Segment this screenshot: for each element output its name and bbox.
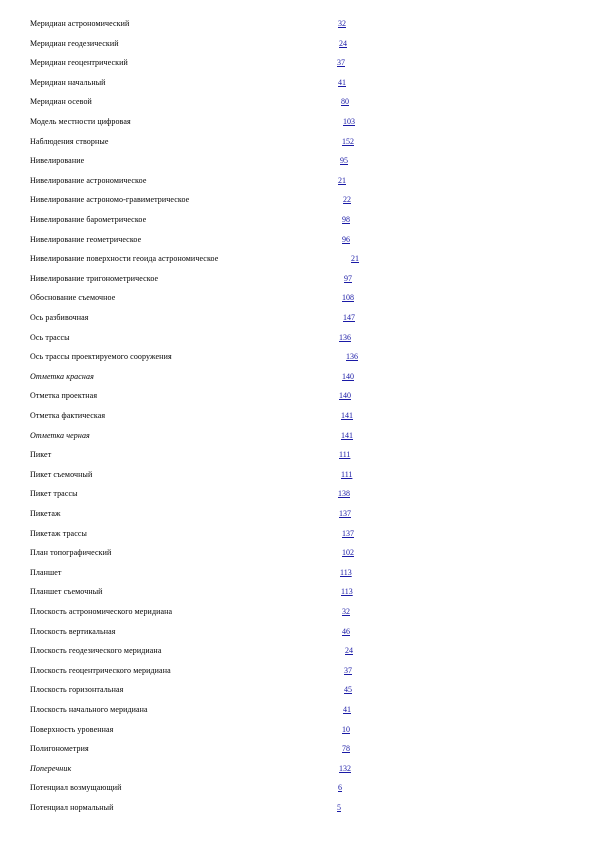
page-number-link[interactable]: 102 xyxy=(342,548,354,558)
index-entry xyxy=(0,563,595,583)
index-term: Меридиан геодезический xyxy=(30,38,119,48)
page-number-link[interactable]: 37 xyxy=(337,58,345,68)
page-number-link[interactable]: 103 xyxy=(343,117,355,126)
index-entry xyxy=(0,524,595,544)
index-term: План топографический xyxy=(30,548,112,558)
index-term: Ось разбивочная xyxy=(30,313,89,322)
page-number-link[interactable]: 22 xyxy=(343,195,351,205)
page-number-link[interactable]: 32 xyxy=(342,607,350,616)
page-number-link[interactable]: 111 xyxy=(341,469,353,479)
index-term: Поверхность уровенная xyxy=(30,724,114,734)
page-number-link[interactable]: 21 xyxy=(351,254,359,264)
page-number-link[interactable]: 37 xyxy=(344,665,352,675)
index-term: Нивелирование астрономо-гравиметрическое xyxy=(30,195,190,205)
index-term: Плоскость начального меридиана xyxy=(30,705,148,714)
page-number-link[interactable]: 141 xyxy=(341,430,353,440)
page-number-link[interactable]: 6 xyxy=(338,783,342,793)
index-entry xyxy=(0,622,595,642)
index-entry xyxy=(0,151,595,171)
index-term: Ось трассы xyxy=(30,332,70,342)
page-number-link[interactable]: 108 xyxy=(342,293,354,303)
index-entry xyxy=(0,269,595,289)
index-entry xyxy=(0,504,595,524)
index-entry xyxy=(0,445,595,465)
page-number-link[interactable]: 147 xyxy=(343,313,355,322)
index-entry xyxy=(0,210,595,230)
page-number-link[interactable]: 140 xyxy=(339,391,351,401)
page-number-link[interactable]: 95 xyxy=(340,156,348,166)
index-term: Меридиан геоцентрический xyxy=(30,58,128,68)
page-number-link[interactable]: 111 xyxy=(339,450,351,460)
page-number-link[interactable]: 136 xyxy=(339,332,351,342)
page-number-link[interactable]: 45 xyxy=(344,685,352,695)
index-entry xyxy=(0,406,595,426)
page-number-link[interactable]: 24 xyxy=(345,646,353,656)
index-entry xyxy=(0,328,595,348)
index-term: Обоснование съемочное xyxy=(30,293,116,303)
page-number-link[interactable]: 41 xyxy=(338,77,346,87)
index-entry xyxy=(0,53,595,73)
index-entry xyxy=(0,465,595,485)
index-entry xyxy=(0,308,595,328)
index-term: Пикет xyxy=(30,450,52,460)
page-number-link[interactable]: 98 xyxy=(342,215,350,224)
index-term: Плоскость горизонтальная xyxy=(30,685,124,695)
index-term: Нивелирование поверхности геоида астрономическое xyxy=(30,254,219,264)
index-entry xyxy=(0,582,595,602)
index-entry xyxy=(0,14,595,34)
index-entry xyxy=(0,778,595,798)
index-term: Планшет съемочный xyxy=(30,587,103,597)
index-term: Пикет съемочный xyxy=(30,469,93,479)
index-term: Меридиан астрономический xyxy=(30,19,130,28)
index-term: Пикетаж трассы xyxy=(30,528,87,538)
index-entry xyxy=(0,661,595,681)
index-entry xyxy=(0,641,595,661)
page-number-link[interactable]: 113 xyxy=(341,587,353,597)
page-number-link[interactable]: 132 xyxy=(339,763,351,773)
page-number-link[interactable]: 5 xyxy=(337,803,341,812)
page-number-link[interactable]: 80 xyxy=(341,97,349,107)
index-entry xyxy=(0,190,595,210)
index-entry xyxy=(0,720,595,740)
index-term: Отметка красная xyxy=(30,371,94,381)
index-term: Нивелирование барометрическое xyxy=(30,215,147,224)
index-term: Нивелирование геометрическое xyxy=(30,234,142,244)
index-entry xyxy=(0,602,595,622)
index-term: Полигонометрия xyxy=(30,744,89,754)
index-entry xyxy=(0,288,595,308)
index-entry xyxy=(0,700,595,720)
index-entry xyxy=(0,739,595,759)
index-term: Меридиан осевой xyxy=(30,97,92,107)
index-entry xyxy=(0,230,595,250)
index-term: Модель местности цифровая xyxy=(30,117,131,126)
index-term: Отметка черная xyxy=(30,430,90,440)
index-term: Потенциал возмущающий xyxy=(30,783,122,793)
page-number-link[interactable]: 46 xyxy=(342,626,350,636)
page-number-link[interactable]: 140 xyxy=(342,371,354,381)
index-term: Плоскость геоцентрического меридиана xyxy=(30,665,171,675)
page-number-link[interactable]: 97 xyxy=(344,273,352,283)
page-number-link[interactable]: 96 xyxy=(342,234,350,244)
index-term: Пикет трассы xyxy=(30,489,78,499)
index-entry xyxy=(0,798,595,818)
page-number-link[interactable]: 137 xyxy=(342,528,354,538)
index-term: Плоскость геодезического меридиана xyxy=(30,646,162,656)
index-term: Планшет xyxy=(30,567,62,577)
index-entry xyxy=(0,73,595,93)
index-term: Потенциал нормальный xyxy=(30,803,114,812)
index-entry xyxy=(0,680,595,700)
index-term: Нивелирование астрономическое xyxy=(30,175,147,185)
index-entry xyxy=(0,92,595,112)
index-entry xyxy=(0,112,595,132)
index-entry xyxy=(0,347,595,367)
index-entry xyxy=(0,34,595,54)
index-entry xyxy=(0,543,595,563)
index-entry xyxy=(0,132,595,152)
index-entry xyxy=(0,249,595,269)
index-term: Отметка проектная xyxy=(30,391,98,401)
page-number-link[interactable]: 113 xyxy=(340,567,352,577)
page-number-link[interactable]: 138 xyxy=(338,489,350,499)
page-number-link[interactable]: 41 xyxy=(343,705,351,714)
index-term: Отметка фактическая xyxy=(30,411,106,420)
page-number-link[interactable]: 152 xyxy=(342,136,354,146)
page-number-link[interactable]: 21 xyxy=(338,175,346,185)
page-number-link[interactable]: 137 xyxy=(339,509,351,518)
index-term: Меридиан начальный xyxy=(30,77,106,87)
index-term: Наблюдения створные xyxy=(30,136,109,146)
index-entry xyxy=(0,367,595,387)
page-number-link[interactable]: 136 xyxy=(346,352,358,362)
index-term: Поперечник xyxy=(30,763,72,773)
page-number-link[interactable]: 24 xyxy=(339,38,347,48)
page-number-link[interactable]: 32 xyxy=(338,19,346,28)
index-term: Нивелирование xyxy=(30,156,85,166)
index-entry xyxy=(0,484,595,504)
index-term: Ось трассы проектируемого сооружения xyxy=(30,352,172,362)
index-entry xyxy=(0,386,595,406)
index-term: Плоскость астрономического меридиана xyxy=(30,607,173,616)
index-entry xyxy=(0,426,595,446)
page-number-link[interactable]: 10 xyxy=(342,724,350,734)
index-term: Нивелирование тригонометрическое xyxy=(30,273,159,283)
index-entry xyxy=(0,171,595,191)
page-number-link[interactable]: 78 xyxy=(342,744,350,754)
index-term: Плоскость вертикальная xyxy=(30,626,116,636)
index-entry xyxy=(0,759,595,779)
page-number-link[interactable]: 141 xyxy=(341,411,353,420)
index-term: Пикетаж xyxy=(30,509,61,518)
